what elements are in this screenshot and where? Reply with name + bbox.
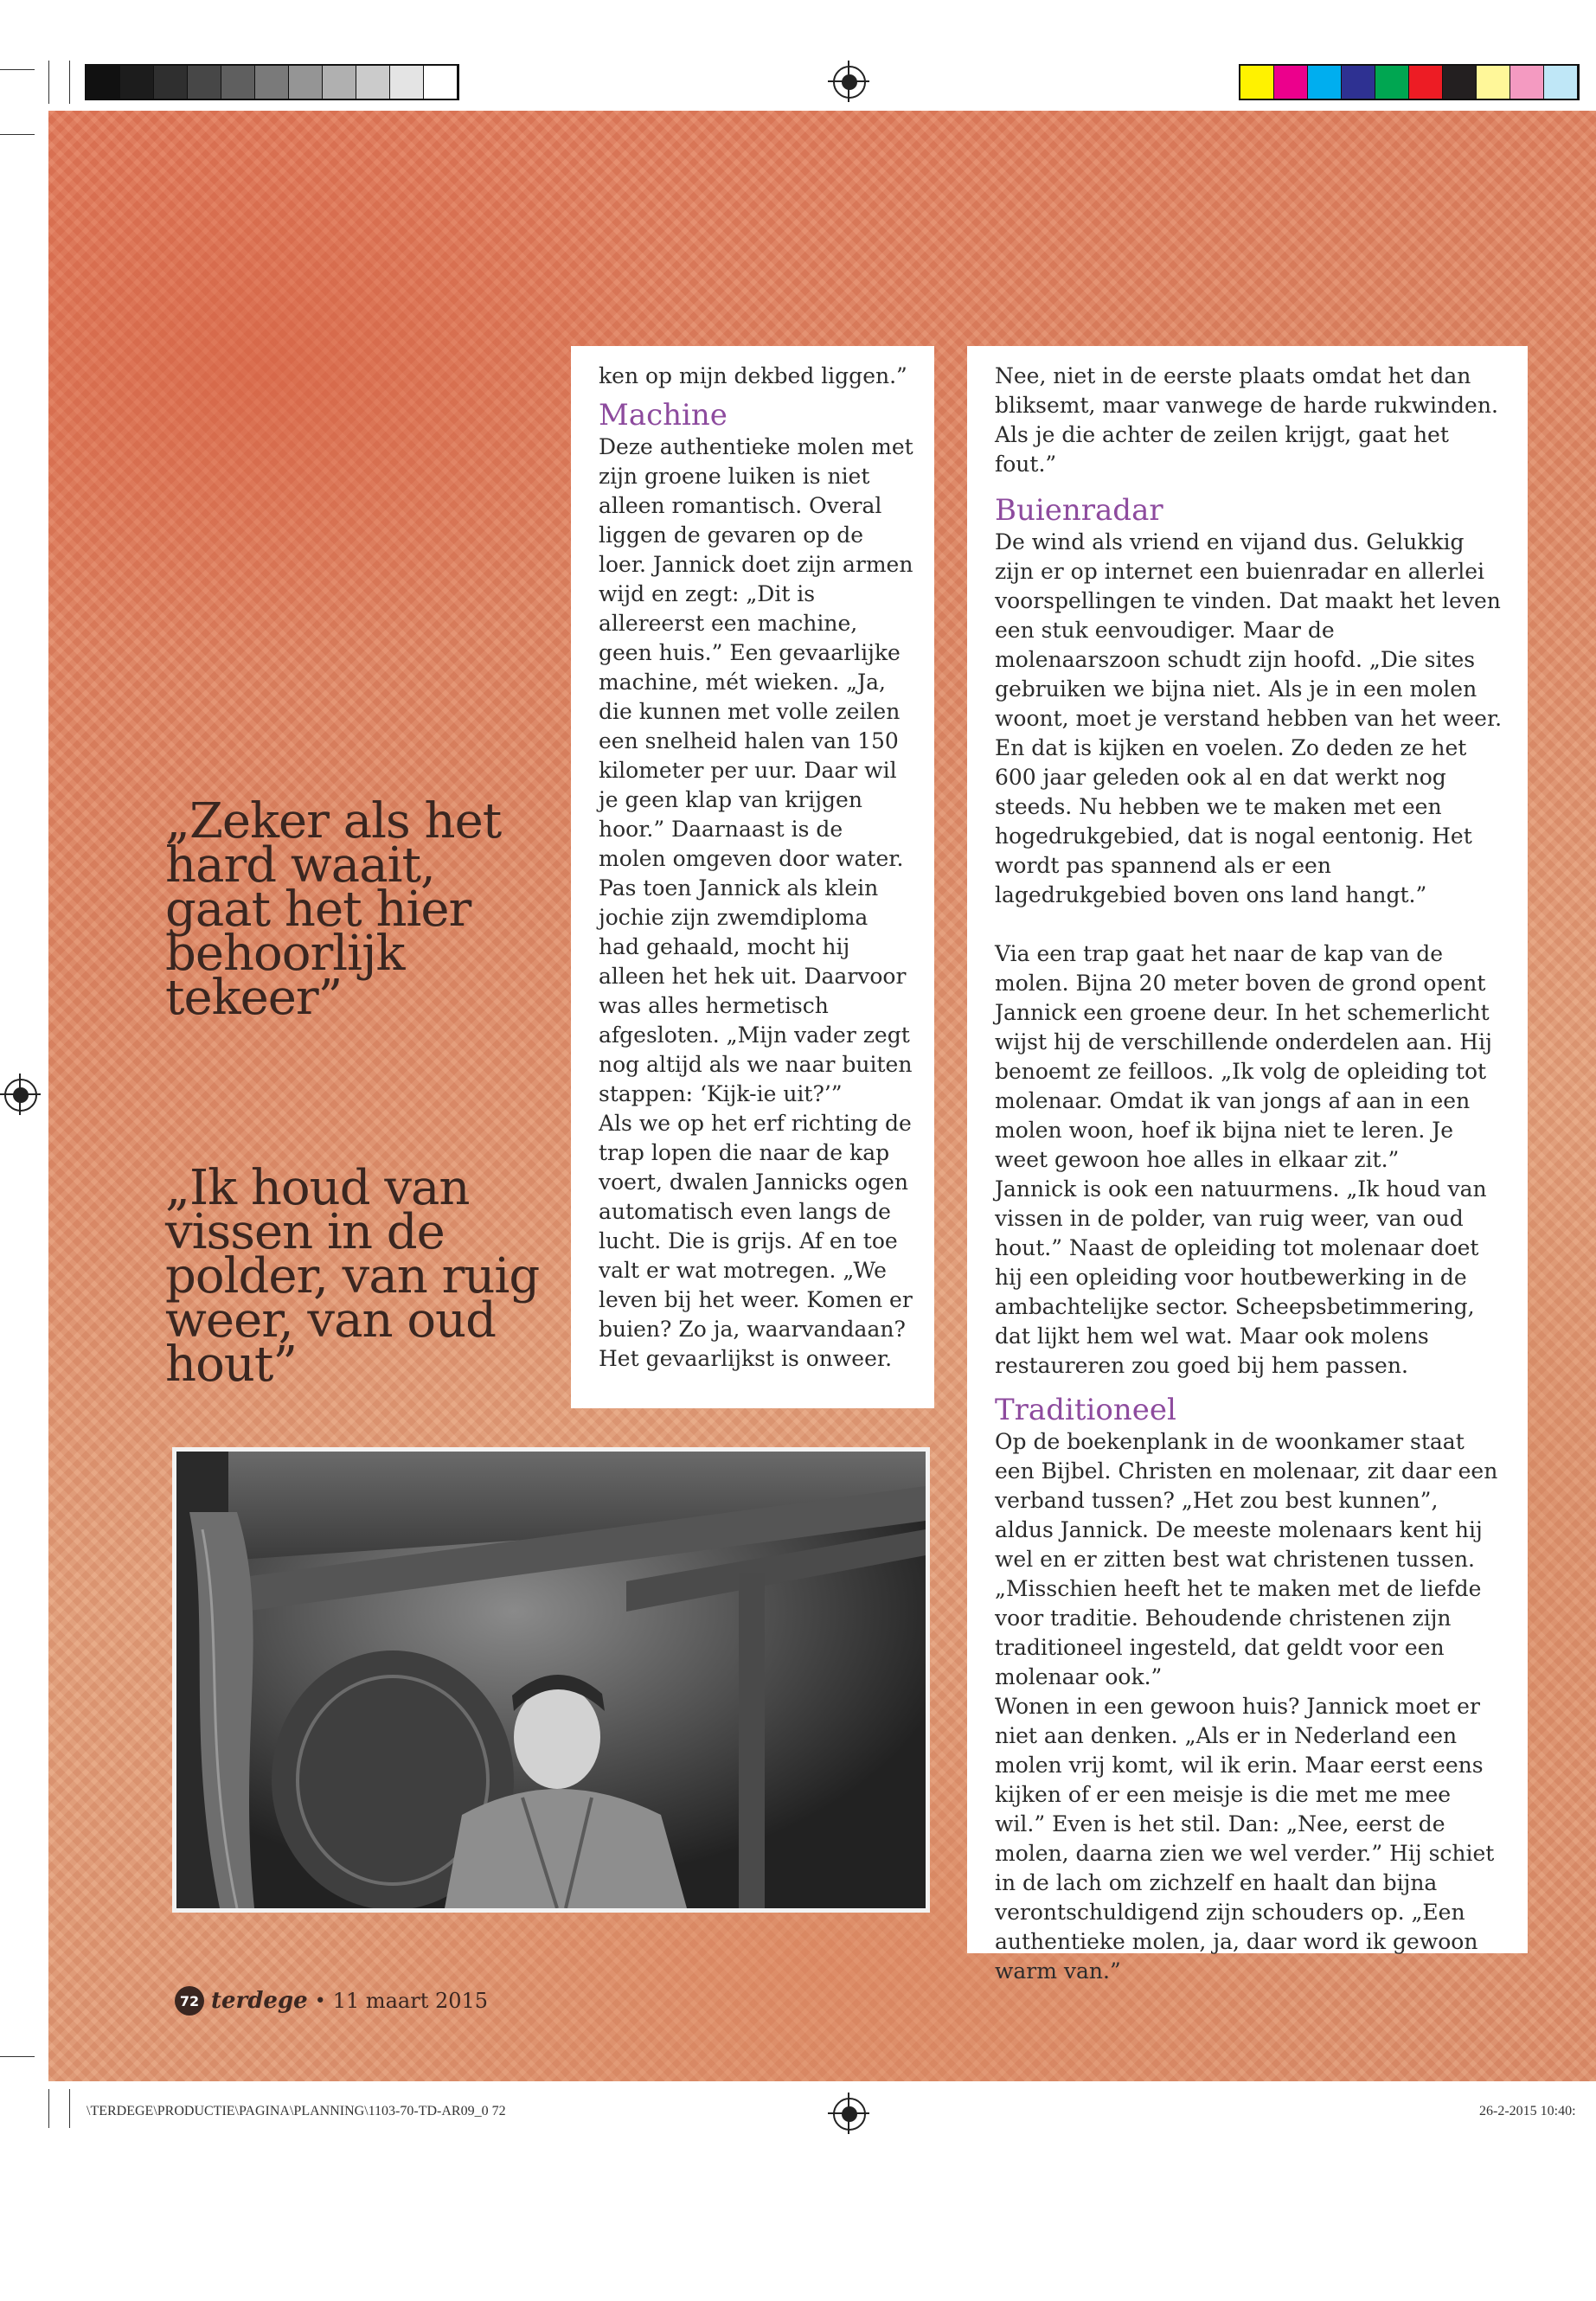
grey-swatch: [255, 66, 289, 99]
grey-calibration-bar: [85, 64, 459, 100]
color-swatch: [1274, 66, 1308, 99]
section-heading: Buienradar: [995, 493, 1163, 528]
crop-mark: [0, 2056, 35, 2057]
paragraph: Op de boekenplank in de woonkamer staat een Bijbel. Christen en molenaar, zit daar een verband tussen? „Het zou best kunnen”, aldus Jannick. De meeste molenaars kent hij wel en er zitten best wat christenen tussen. „Misschien heeft het te maken met de liefde voor traditie. Behoudende christenen zijn traditioneel ingesteld, dat geldt voor een molenaar ook.”: [995, 1429, 1498, 1689]
grey-swatch: [424, 66, 458, 99]
section-heading: Machine: [599, 398, 727, 433]
slug-timestamp: 26-2-2015 10:40:: [1479, 2104, 1576, 2118]
text-column-right: [967, 346, 1528, 1984]
color-swatch: [1544, 66, 1578, 99]
grey-swatch: [87, 66, 120, 99]
crop-mark: [69, 61, 70, 104]
crop-mark: [69, 2089, 70, 2128]
print-marks: [0, 0, 1596, 112]
magazine-logo: terdege: [211, 1988, 308, 2014]
paragraph: Deze authentieke molen met zijn groene luiken is niet alleen romantisch. Overal liggen de gevaren op de loer. Jannick doet zijn armen wijd en zegt: „Dit is allereerst een machine, geen huis.” Een gevaarlijke machine, mét wieken. „Ja, die kunnen met volle zeilen een snelheid halen van 150 kilometer per uur. Daar wil je geen klap van krijgen hoor.” Daarnaast is de molen omgeven door water. Pas toen Jannick als klein jochie zijn zwemdiploma had gehaald, mocht hij alleen het hek uit. Daarvoor was alles hermetisch afgesloten. „Mijn vader zegt nog altijd als we naar buiten stappen: ‘Kijk-ie uit?’”: [599, 434, 913, 1106]
crop-mark: [0, 69, 35, 70]
paragraph: Jannick is ook een natuurmens. „Ik houd van vissen in de polder, van ruig weer, van oud hout.” Naast de opleiding tot molenaar doet hij een opleiding voor houtbewerking in de ambachtelijke sector. Scheepsbetimmering, dat lijkt hem wel wat. Maar ook molens restaureren zou goed bij hem passen.: [995, 1176, 1487, 1378]
crop-mark: [48, 2089, 49, 2128]
grey-swatch: [356, 66, 390, 99]
grey-swatch: [188, 66, 221, 99]
paragraph: Via een trap gaat het naar de kap van de molen. Bijna 20 meter boven de grond opent Jannick een groene deur. In het schemerlicht wijst hij de verschillende onderdelen aan. Hij benoemt ze feilloos. „Ik volg de opleiding tot molenaar. Omdat ik van jongs af aan in een molen woon, hoef ik bijna niet te leren. Je weet gewoon hoe alles in elkaar zit.”: [995, 941, 1492, 1172]
paragraph: De wind als vriend en vijand dus. Gelukkig zijn er op internet een buienradar en allerlei voorspellingen te vinden. Dat maakt het leven een stuk eenvoudiger. Maar de molenaarszoon schudt zijn hoofd. „Die sites gebruiken we bijna niet. Als je in een molen woont, moet je verstand hebben van het weer. En dat is kijken en voelen. Zo deden ze het 600 jaar geleden ook al en dat werkt nog steeds. Nu hebben we te maken met een hogedrukgebied, dat is nogal eentonig. Het wordt pas spannend als er een lagedrukgebied boven ons land hangt.”: [995, 529, 1503, 907]
issue-date: 11 maart 2015: [332, 1989, 489, 2013]
grey-swatch: [221, 66, 255, 99]
color-calibration-bar: [1239, 64, 1580, 100]
crop-mark: [0, 134, 35, 135]
grey-swatch: [154, 66, 188, 99]
paragraph: Als we op het erf richting de trap lopen die naar de kap voert, dwalen Jannicks ogen automatisch even langs de lucht. Die is grijs. Af en toe valt er wat motregen. „We leven bij het weer. Komen er buien? Zo ja, waarvandaan? Het gevaarlijkst is onweer.: [599, 1111, 913, 1371]
grey-swatch: [120, 66, 154, 99]
paragraph: Nee, niet in de eerste plaats omdat het dan bliksemt, maar vanwege de harde rukwinden. Als je die achter de zeilen krijgt, gaat het fout.”: [995, 363, 1498, 477]
color-swatch: [1510, 66, 1544, 99]
magazine-page: [48, 111, 1596, 2081]
color-swatch: [1308, 66, 1342, 99]
grey-swatch: [289, 66, 323, 99]
section-heading: Traditioneel: [995, 1393, 1176, 1427]
paragraph: ken op mijn dekbed liggen.”: [599, 363, 907, 388]
color-swatch: [1409, 66, 1443, 99]
pull-quote: „Ik houd van vissen in de polder, van ruig weer, van oud hout”: [165, 1160, 540, 1393]
page-footer: [175, 1986, 488, 2016]
slug-file-path: \TERDEGE\PRODUCTIE\PAGINA\PLANNING\1103-70-TD-AR09_0 72: [87, 2104, 506, 2118]
color-swatch: [1375, 66, 1409, 99]
separator: •: [314, 1990, 326, 2012]
color-swatch: [1443, 66, 1477, 99]
grey-swatch: [323, 66, 356, 99]
color-swatch: [1240, 66, 1274, 99]
crop-mark: [48, 61, 49, 104]
color-swatch: [1477, 66, 1510, 99]
registration-mark-icon: [4, 1079, 37, 1112]
grey-swatch: [390, 66, 424, 99]
text-column-left: [571, 346, 934, 1408]
pull-quote: „Zeker als het hard waait, gaat het hier behoorlijk tekeer”: [165, 793, 502, 1026]
page-number: 72: [175, 1986, 204, 2016]
photo-illustration: [176, 1452, 926, 1908]
registration-mark-icon: [833, 2098, 866, 2131]
paragraph: Wonen in een gewoon huis? Jannick moet er niet aan denken. „Als er in Nederland een molen vrij komt, wil ik erin. Maar eerst eens kijken of er een meisje is die met me mee wil.” Even is het stil. Dan: „Nee, eerst de molen, daarna zien we wel verder.” Hij schiet in de lach om zichzelf en haalt dan bijna verontschuldigend zijn schouders op. „Een authentieke molen, ja, daar word ik gewoon warm van.”: [995, 1694, 1495, 1984]
color-swatch: [1342, 66, 1375, 99]
photo-miller-in-mill: [172, 1447, 930, 1913]
registration-mark-icon: [833, 66, 866, 99]
